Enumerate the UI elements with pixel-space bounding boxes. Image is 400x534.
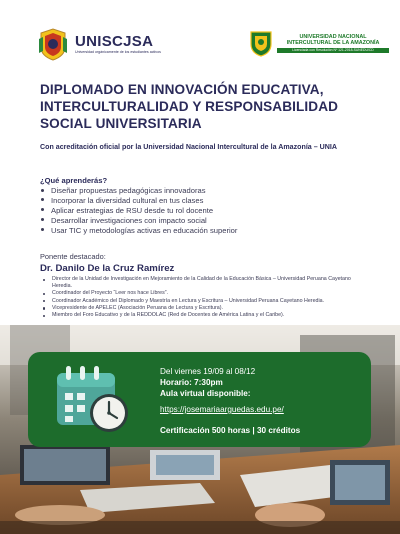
list-item xyxy=(41,186,237,196)
schedule-value: 7:30pm xyxy=(191,378,223,387)
crest-icon xyxy=(37,27,69,61)
course-website-link[interactable]: https://josemariaarguedas.edu.pe/ xyxy=(160,405,284,414)
speaker-bio-list xyxy=(43,276,365,319)
bullet-icon xyxy=(41,228,44,231)
list-item xyxy=(41,226,237,236)
shield-icon xyxy=(249,29,273,57)
list-item xyxy=(43,290,365,297)
learn-list xyxy=(41,186,237,236)
virtual-classroom-label: Aula virtual disponible: xyxy=(160,389,251,398)
bio-item-text: Vicepresidente de APELEC (Asociación Peruana de Lectura y Escritura). xyxy=(52,304,223,311)
left-logo-subtitle: Universidad orgánicamente de los estudiantes activos xyxy=(75,49,161,54)
learn-item-text: Diseñar propuestas pedagógicas innovadoras xyxy=(51,186,206,195)
bullet-icon xyxy=(43,279,45,281)
bullet-icon xyxy=(41,198,44,201)
title-line-1: DIPLOMADO EN INNOVACIÓN EDUCATIVA, xyxy=(40,82,324,97)
learn-item-text: Aplicar estrategias de RSU desde tu rol docente xyxy=(51,205,214,215)
bullet-icon xyxy=(41,208,44,211)
accreditation-text: Con acreditación oficial por la Universidad Nacional Intercultural de la Amazonía – UNIA xyxy=(40,143,337,151)
speaker-name: Dr. Danilo De la Cruz Ramírez xyxy=(40,263,175,274)
list-item xyxy=(41,206,237,216)
bullet-icon xyxy=(43,315,45,317)
page-title xyxy=(40,81,360,132)
schedule-label: Horario: xyxy=(160,378,192,387)
bullet-icon xyxy=(43,293,45,295)
uniscjsa-logo xyxy=(37,27,161,61)
bullet-icon xyxy=(41,189,44,192)
info-card-text xyxy=(160,366,365,435)
calendar-clock-icon xyxy=(53,363,131,437)
title-line-2: INTERCULTURALIDAD Y RESPONSABILIDAD xyxy=(40,99,339,114)
speaker-label: Ponente destacado: xyxy=(40,252,106,261)
learn-item-text: Usar TIC y metodologías activas en educación superior xyxy=(51,225,238,235)
list-item xyxy=(41,216,237,226)
list-item xyxy=(43,305,365,312)
list-item xyxy=(43,276,365,290)
schedule xyxy=(160,377,365,388)
right-logo-line2: INTERCULTURAL DE LA AMAZONÍA xyxy=(286,40,380,46)
right-logo-line1: UNIVERSIDAD NACIONAL xyxy=(299,33,367,40)
learn-item-text: Desarrollar investigaciones con impacto social xyxy=(51,215,207,225)
title-line-3: SOCIAL UNIVERSITARIA xyxy=(40,116,202,131)
list-item xyxy=(41,196,237,206)
bullet-icon xyxy=(43,307,45,309)
right-logo-line3: Licenciada con Resolución Nº 121-2018-SUNEDU/CD xyxy=(277,48,389,53)
list-item xyxy=(43,312,365,319)
bullet-icon xyxy=(43,300,45,302)
bio-item-text: Miembro del Foro Educativo y de la REDDOLAC (Red de Docentes de América Latina y el Caribe). xyxy=(52,312,285,319)
certification-text: Certificación 500 horas | 30 créditos xyxy=(160,426,301,435)
left-logo-name: UNISCJSA xyxy=(75,32,154,50)
course-dates: Del viernes 19/09 al 08/12 xyxy=(160,367,256,376)
learn-item-text: Incorporar la diversidad cultural en tus clases xyxy=(51,195,204,205)
list-item xyxy=(43,298,365,305)
bio-item-text: Coordinador Académico del Diplomado y Maestría en Lectura y Escritura – Universidad Peruana Cayetano Heredia. xyxy=(52,297,325,304)
unia-logo xyxy=(249,29,389,57)
bio-item-text: Coordinador del Proyecto “Leer nos hace Libres”. xyxy=(52,290,169,297)
bio-item-text: Director de la Unidad de Investigación en Mejoramiento de la Calidad de la Educación Básica – Universidad Peruana Cayetano Heredia. xyxy=(52,276,351,290)
bullet-icon xyxy=(41,218,44,221)
learn-heading: ¿Qué aprenderás? xyxy=(40,176,108,185)
